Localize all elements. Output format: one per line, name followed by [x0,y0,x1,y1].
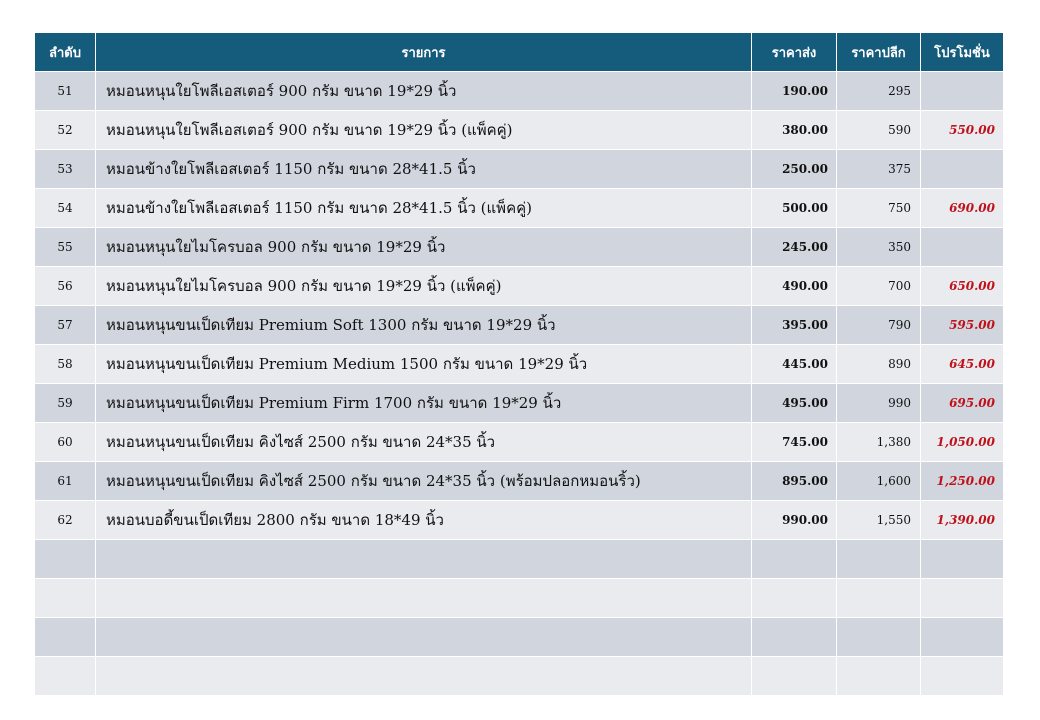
cell-no: 51 [35,72,96,111]
cell-retail: 590 [837,111,921,150]
cell-retail [837,618,921,657]
cell-promo: 650.00 [921,267,1004,306]
cell-no: 58 [35,345,96,384]
table-body [35,72,1004,696]
cell-no: 54 [35,189,96,228]
cell-item: หมอนหนุนขนเป็ดเทียม Premium Soft 1300 กรัม ขนาด 19*29 นิ้ว [96,306,752,345]
cell-retail: 700 [837,267,921,306]
cell-no [35,579,96,618]
cell-no: 55 [35,228,96,267]
cell-wholesale: 445.00 [752,345,837,384]
cell-no: 60 [35,423,96,462]
table-row [35,540,1004,579]
cell-item: หมอนข้างใยโพลีเอสเตอร์ 1150 กรัม ขนาด 28*41.5 นิ้ว (แพ็คคู่) [96,189,752,228]
cell-promo [921,150,1004,189]
table-row [35,306,1004,345]
cell-item: หมอนหนุนใยโพลีเอสเตอร์ 900 กรัม ขนาด 19*29 นิ้ว (แพ็คคู่) [96,111,752,150]
cell-item: หมอนหนุนใยไมโครบอล 900 กรัม ขนาด 19*29 นิ้ว (แพ็คคู่) [96,267,752,306]
table-row [35,618,1004,657]
table-row [35,345,1004,384]
cell-no: 52 [35,111,96,150]
cell-no [35,657,96,696]
table-row [35,579,1004,618]
cell-item: หมอนบอดี้ขนเป็ดเทียม 2800 กรัม ขนาด 18*49 นิ้ว [96,501,752,540]
table-header [35,33,1004,72]
cell-no [35,540,96,579]
cell-item [96,657,752,696]
cell-wholesale: 495.00 [752,384,837,423]
header-wholesale: ราคาส่ง [752,33,837,72]
header-promo: โปรโมชั่น [921,33,1004,72]
cell-wholesale [752,618,837,657]
cell-promo [921,657,1004,696]
header-no: ลำดับ [35,33,96,72]
header-item: รายการ [96,33,752,72]
cell-wholesale: 380.00 [752,111,837,150]
cell-no: 56 [35,267,96,306]
cell-retail: 295 [837,72,921,111]
table-row [35,462,1004,501]
table-row [35,189,1004,228]
cell-promo: 1,250.00 [921,462,1004,501]
cell-wholesale: 245.00 [752,228,837,267]
cell-item: หมอนหนุนขนเป็ดเทียม คิงไซส์ 2500 กรัม ขนาด 24*35 นิ้ว (พร้อมปลอกหมอนริ้ว) [96,462,752,501]
cell-wholesale: 250.00 [752,150,837,189]
cell-no [35,618,96,657]
cell-promo: 645.00 [921,345,1004,384]
cell-wholesale [752,657,837,696]
cell-wholesale: 490.00 [752,267,837,306]
cell-retail: 790 [837,306,921,345]
cell-item [96,540,752,579]
cell-retail: 1,600 [837,462,921,501]
cell-retail: 375 [837,150,921,189]
table-row [35,111,1004,150]
cell-wholesale: 190.00 [752,72,837,111]
cell-promo [921,579,1004,618]
cell-item [96,579,752,618]
cell-retail [837,540,921,579]
cell-item: หมอนหนุนใยโพลีเอสเตอร์ 900 กรัม ขนาด 19*29 นิ้ว [96,72,752,111]
cell-promo: 595.00 [921,306,1004,345]
cell-retail: 1,380 [837,423,921,462]
cell-promo: 695.00 [921,384,1004,423]
table-row [35,267,1004,306]
cell-wholesale: 500.00 [752,189,837,228]
price-list-table-container [34,32,1003,696]
cell-promo [921,72,1004,111]
header-row [35,33,1004,72]
table-row [35,384,1004,423]
cell-item: หมอนหนุนใยไมโครบอล 900 กรัม ขนาด 19*29 นิ้ว [96,228,752,267]
cell-no: 53 [35,150,96,189]
cell-wholesale: 895.00 [752,462,837,501]
cell-item: หมอนหนุนขนเป็ดเทียม Premium Medium 1500 กรัม ขนาด 19*29 นิ้ว [96,345,752,384]
cell-item: หมอนข้างใยโพลีเอสเตอร์ 1150 กรัม ขนาด 28*41.5 นิ้ว [96,150,752,189]
cell-wholesale [752,540,837,579]
table-row [35,228,1004,267]
header-retail: ราคาปลีก [837,33,921,72]
price-list-table [34,32,1004,696]
cell-wholesale: 745.00 [752,423,837,462]
table-row [35,150,1004,189]
cell-item: หมอนหนุนขนเป็ดเทียม คิงไซส์ 2500 กรัม ขนาด 24*35 นิ้ว [96,423,752,462]
cell-retail [837,579,921,618]
cell-no: 61 [35,462,96,501]
cell-promo: 550.00 [921,111,1004,150]
table-row [35,423,1004,462]
cell-promo [921,540,1004,579]
cell-retail: 1,550 [837,501,921,540]
cell-retail: 350 [837,228,921,267]
cell-wholesale: 990.00 [752,501,837,540]
cell-wholesale: 395.00 [752,306,837,345]
cell-retail: 990 [837,384,921,423]
cell-retail: 750 [837,189,921,228]
cell-retail: 890 [837,345,921,384]
cell-item [96,618,752,657]
cell-promo [921,228,1004,267]
cell-promo: 690.00 [921,189,1004,228]
table-row [35,657,1004,696]
cell-item: หมอนหนุนขนเป็ดเทียม Premium Firm 1700 กรัม ขนาด 19*29 นิ้ว [96,384,752,423]
cell-promo [921,618,1004,657]
table-row [35,501,1004,540]
cell-no: 59 [35,384,96,423]
cell-wholesale [752,579,837,618]
cell-promo: 1,390.00 [921,501,1004,540]
cell-no: 57 [35,306,96,345]
cell-no: 62 [35,501,96,540]
table-row [35,72,1004,111]
cell-retail [837,657,921,696]
cell-promo: 1,050.00 [921,423,1004,462]
